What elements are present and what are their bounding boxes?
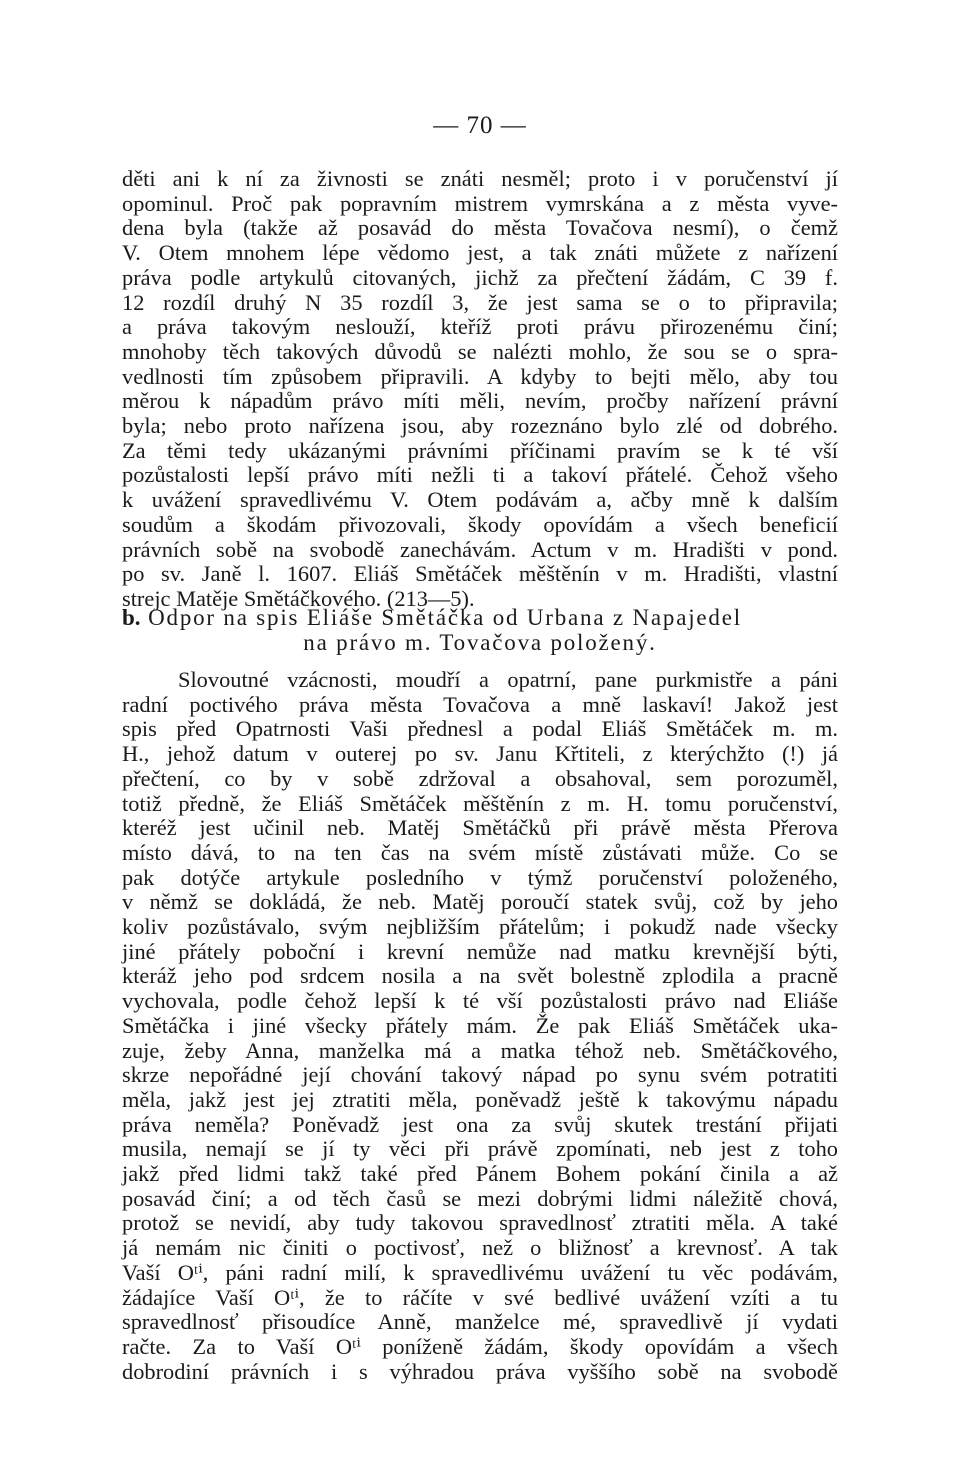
text-line: žádajíce Vaší Oᵗⁱ, že to ráčíte v své bedlivé uvážení vzíti a tu: [122, 1284, 838, 1310]
text-line: Slovoutné vzácnosti, moudří a opatrní, pane purkmistře a páni: [178, 667, 838, 692]
text-line: Smětáčka i jiné všecky přátely mám. Že pak Eliáš Smětáček uka-: [122, 1012, 838, 1038]
text-line: protož se nevidí, aby tudy takovou spravedlnosť ztratiti měla. A také: [122, 1210, 838, 1236]
text-line: spis před Opatrnosti Vaši přednesl a podal Eliáš Smětáček m. m.: [122, 716, 838, 742]
text-line: měla, jakž jest jej ztratiti měla, poněvadž ještě k takovýmu nápadu: [122, 1086, 838, 1112]
text-line: práva neměla? Poněvadž jest ona za svůj skutek trestání přijati: [122, 1111, 838, 1137]
text-line: práva podle artykulů citovaných, jichž za přečtení žádám, C 39 f.: [122, 264, 838, 290]
section-heading-line-1: [122, 605, 838, 630]
text-line: soudům a škodám přivozovali, škody opovídám a všech beneficií: [122, 511, 838, 537]
text-line: strejc Matěje Smětáčkového. (213—5).: [122, 585, 475, 611]
page-number: — 70 —: [433, 112, 527, 139]
text-line: V. Otem mnohem lépe vědomo jest, a tak znáti můžete z nařízení: [122, 240, 838, 266]
text-line: po sv. Janě l. 1607. Eliáš Smětáček měštěnín v m. Hradišti, vlastní: [122, 561, 838, 587]
text-line: přečtení, co by v sobě zdržoval a obsahoval, sem porozuměl,: [122, 765, 838, 791]
text-line: kteráž jeho pod srdcem nosila a na svět bolestně zplodila a pracně: [122, 963, 838, 989]
text-line: a práva takovým neslouží, kteříž proti právu přirozenému činí;: [122, 314, 838, 340]
text-line: pozůstalosti lepší právo míti nežli ti a takoví přátelé. Čehož všeho: [122, 462, 838, 488]
text-line: skrze nepořádné její chování takový nápad po synu svém potratiti: [122, 1062, 838, 1088]
text-line: dobrodiní právních i s výhradou práva vyššího sobě na svobodě: [122, 1358, 838, 1384]
text-line: děti ani k ní za živnosti se znáti nesměl; proto i v poručenství jí: [122, 166, 838, 191]
text-line: H., jehož datum v outerej po sv. Janu Křtiteli, z kterýchžto (!) já: [122, 741, 838, 767]
text-line: mnohoby těch takových důvodů se nalézti mohlo, že sou se o spra-: [122, 338, 838, 364]
text-line: koliv pozůstávalo, svým nejbližším přátelům; i pokudž nade všecky: [122, 914, 838, 940]
text-line: kteréž jest učinil neb. Matěj Smětáčků při právě města Přerova: [122, 815, 838, 841]
text-line: jiné přátely poboční i krevní nemůže nad matku krevnější býti,: [122, 938, 838, 964]
text-line: byla; nebo proto nařízena jsou, aby rozeznáno bylo zlé od dobrého.: [122, 413, 838, 439]
text-line: pak dotýče artykule posledního v týmž poručenství položeného,: [122, 864, 838, 890]
text-line: jakž před lidmi takž také před Pánem Bohem pokání činila a až: [122, 1161, 838, 1187]
text-line: místo dává, to na ten čas na svém místě zůstávati může. Co se: [122, 839, 838, 865]
text-line: račte. Za to Vaší Oᵗⁱ poníženě žádám, škody opovídám a všech: [122, 1333, 838, 1359]
text-line: měrou k nápadům právo míti měli, nevím, pročby nařízení právní: [122, 388, 838, 414]
text-line: Vaší Oᵗⁱ, páni radní milí, k spravedlivému uvážení tu věc podávám,: [122, 1259, 838, 1285]
text-line: v němž se dokládá, že neb. Matěj poroučí statek svůj, což by jeho: [122, 889, 838, 915]
text-line: dena byla (takže až posavád do města Tovačova nesmí), o čemž: [122, 215, 838, 241]
section-marker: b.: [122, 605, 141, 630]
text-line: totiž předně, že Eliáš Smětáček měštěnín z m. H. tomu poručenství,: [122, 790, 838, 816]
paragraph-1: [122, 167, 838, 612]
text-line: 12 rozdíl druhý N 35 rozdíl 3, že jest sama se o to připravila;: [122, 289, 838, 315]
text-line: posavád činí; a od těch časů se mezi dobrými lidmi náležitě chová,: [122, 1185, 838, 1211]
text-line: Za těmi tedy ukázanými právními příčinami pravím se k té vší: [122, 437, 838, 463]
text-line: opominul. Proč pak popravním mistrem vymrskána a z města vyve-: [122, 190, 838, 216]
text-line: já nemám nic činiti o poctivosť, než o bližnosť a krevnosť. A tak: [122, 1235, 838, 1261]
section-title-part-1: Odpor na spis Eliáše Smětáčka od Urbana z Napajedel: [148, 605, 742, 630]
paragraph-2: [122, 668, 838, 1384]
text-line: spravedlnosť přisoudíce Anně, manželce mé, spravedlivě jí vydati: [122, 1309, 838, 1335]
text-line: vychovala, podle čehož lepší k té vší pozůstalosti právo nad Eliáše: [122, 988, 838, 1014]
text-line: radní poctivého práva města Tovačova a mně laskaví! Jakož jest: [122, 691, 838, 717]
text-line: vedlnosti tím způsobem připravili. A kdyby to bejti mělo, aby tou: [122, 363, 838, 389]
text-line: k uvážení spravedlivému V. Otem podávám a, ačby mně k dalším: [122, 487, 838, 513]
section-title-part-2: na právo m. Tovačova položený.: [303, 630, 657, 655]
text-line: právních sobě na svobodě zanechávám. Actum v m. Hradišti v pond.: [122, 536, 838, 562]
text-line: musila, nemají se jí ty věci při právě zpomínati, neb jest z toho: [122, 1136, 838, 1162]
text-line: zuje, žeby Anna, manželka má a matka téhož neb. Smětáčkového,: [122, 1037, 838, 1063]
section-heading: [122, 605, 838, 655]
